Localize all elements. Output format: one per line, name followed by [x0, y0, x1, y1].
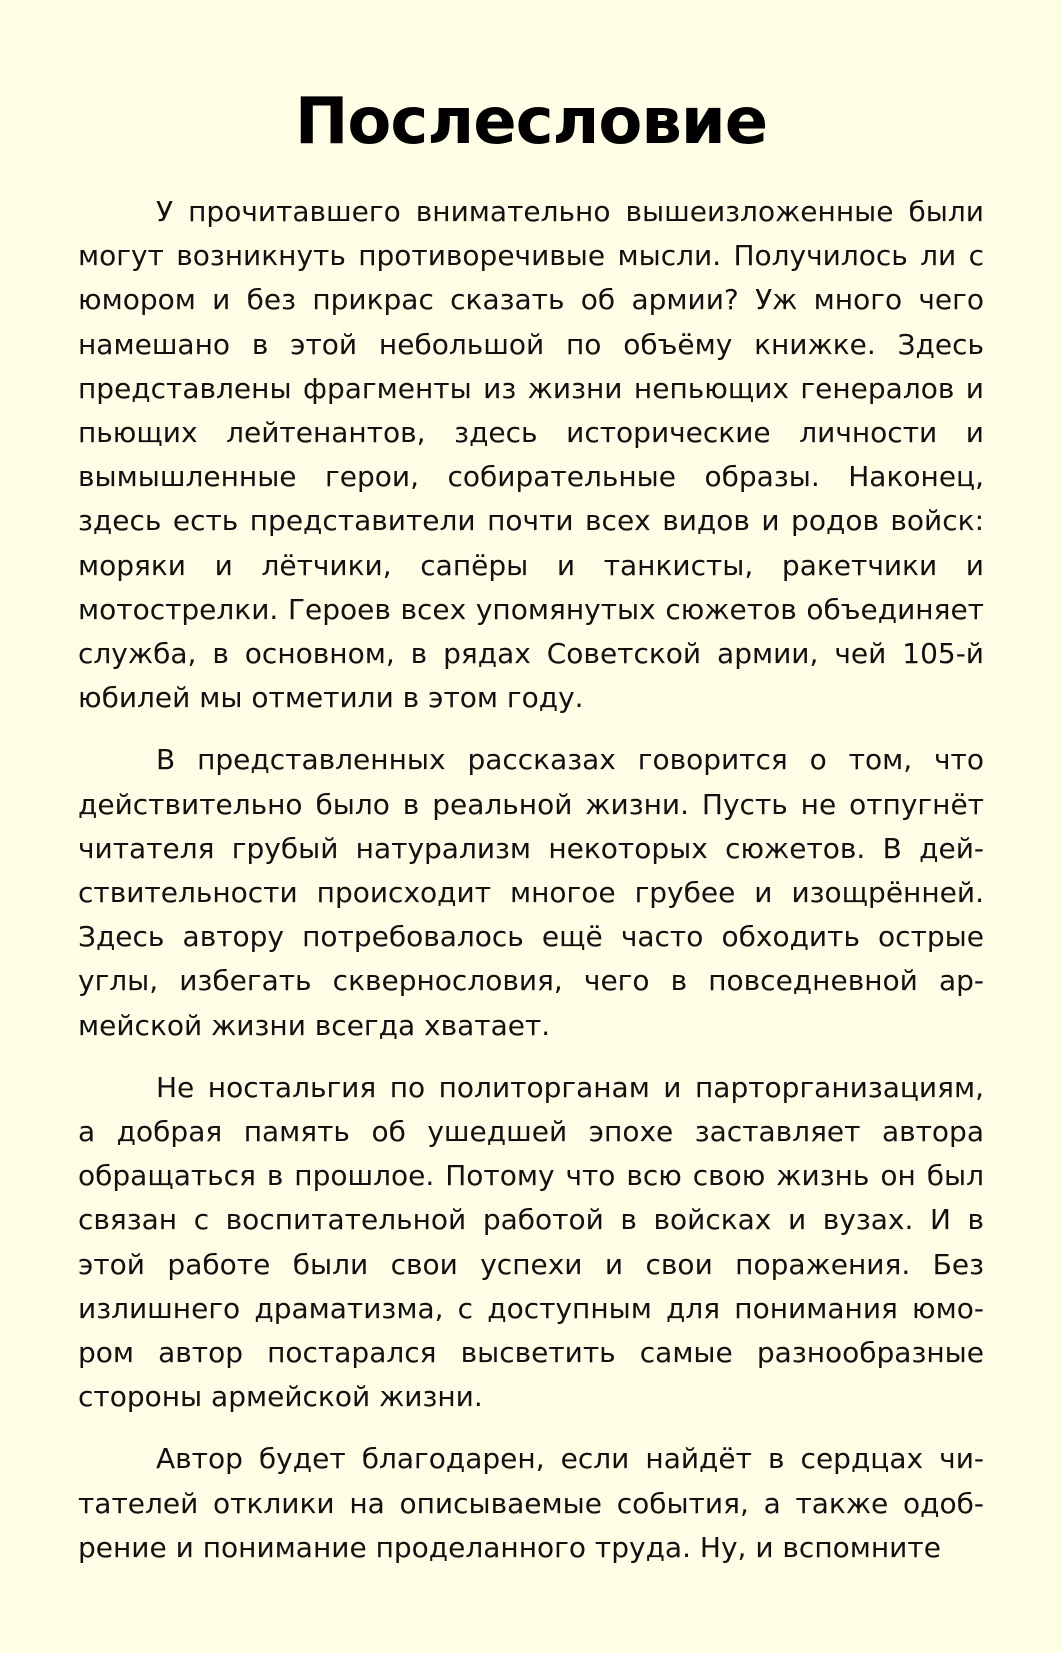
paragraph-1: У прочитавшего внимательно вышеизложенные были могут возникнуть противоречивые мысли. Получилось ли с юмором и без прикрас сказать об армии? Уж много чего намешано в этой небольшой по объёму книжке. Здесь представлены фрагменты из жизни непьющих генералов и пьющих лейтенантов, здесь исторические личности и вымышленные герои, собирательные образы. Наконец, здесь есть представители почти всех видов и родов войск: моряки и лётчики, сапёры и танкисты, ракетчики и мотострелки. Героев всех упомянутых сюжетов объединяет служба, в основном, в рядах Советской армии, чей 105-й юбилей мы отметили в этом году.	[78, 195, 984, 715]
page-content	[78, 78, 984, 1638]
page-title: Послесловие	[294, 85, 768, 159]
paragraph-3: Не ностальгия по политорганам и парторганизациям, а добрая память об ушедшей эпохе заставляет автора обращаться в прошлое. Потому что всю свою жизнь он был связан с воспитательной работой в войсках и вузах. И в этой работе были свои успехи и свои поражения. Без излишнего драматизма, с доступным для понимания юмором автор постарался высветить самые разнообразные стороны армейской жизни.	[78, 1070, 984, 1414]
paragraph-2: В представленных рассказах говорится о том, что действительно было в реальной жизни. Пусть не отпугнёт читателя грубый натурализм некоторых сюжетов. В действительности происходит многое грубее и изощрённей. Здесь автору потребовалось ещё часто обходить острые углы, избегать сквернословия, чего в повседневной армейской жизни всегда хватает.	[78, 743, 984, 1042]
paragraph-4: Автор будет благодарен, если найдёт в сердцах читателей отклики на описываемые события, а также одобрение и понимание проделанного труда. Ну, и вспомните	[78, 1442, 984, 1564]
